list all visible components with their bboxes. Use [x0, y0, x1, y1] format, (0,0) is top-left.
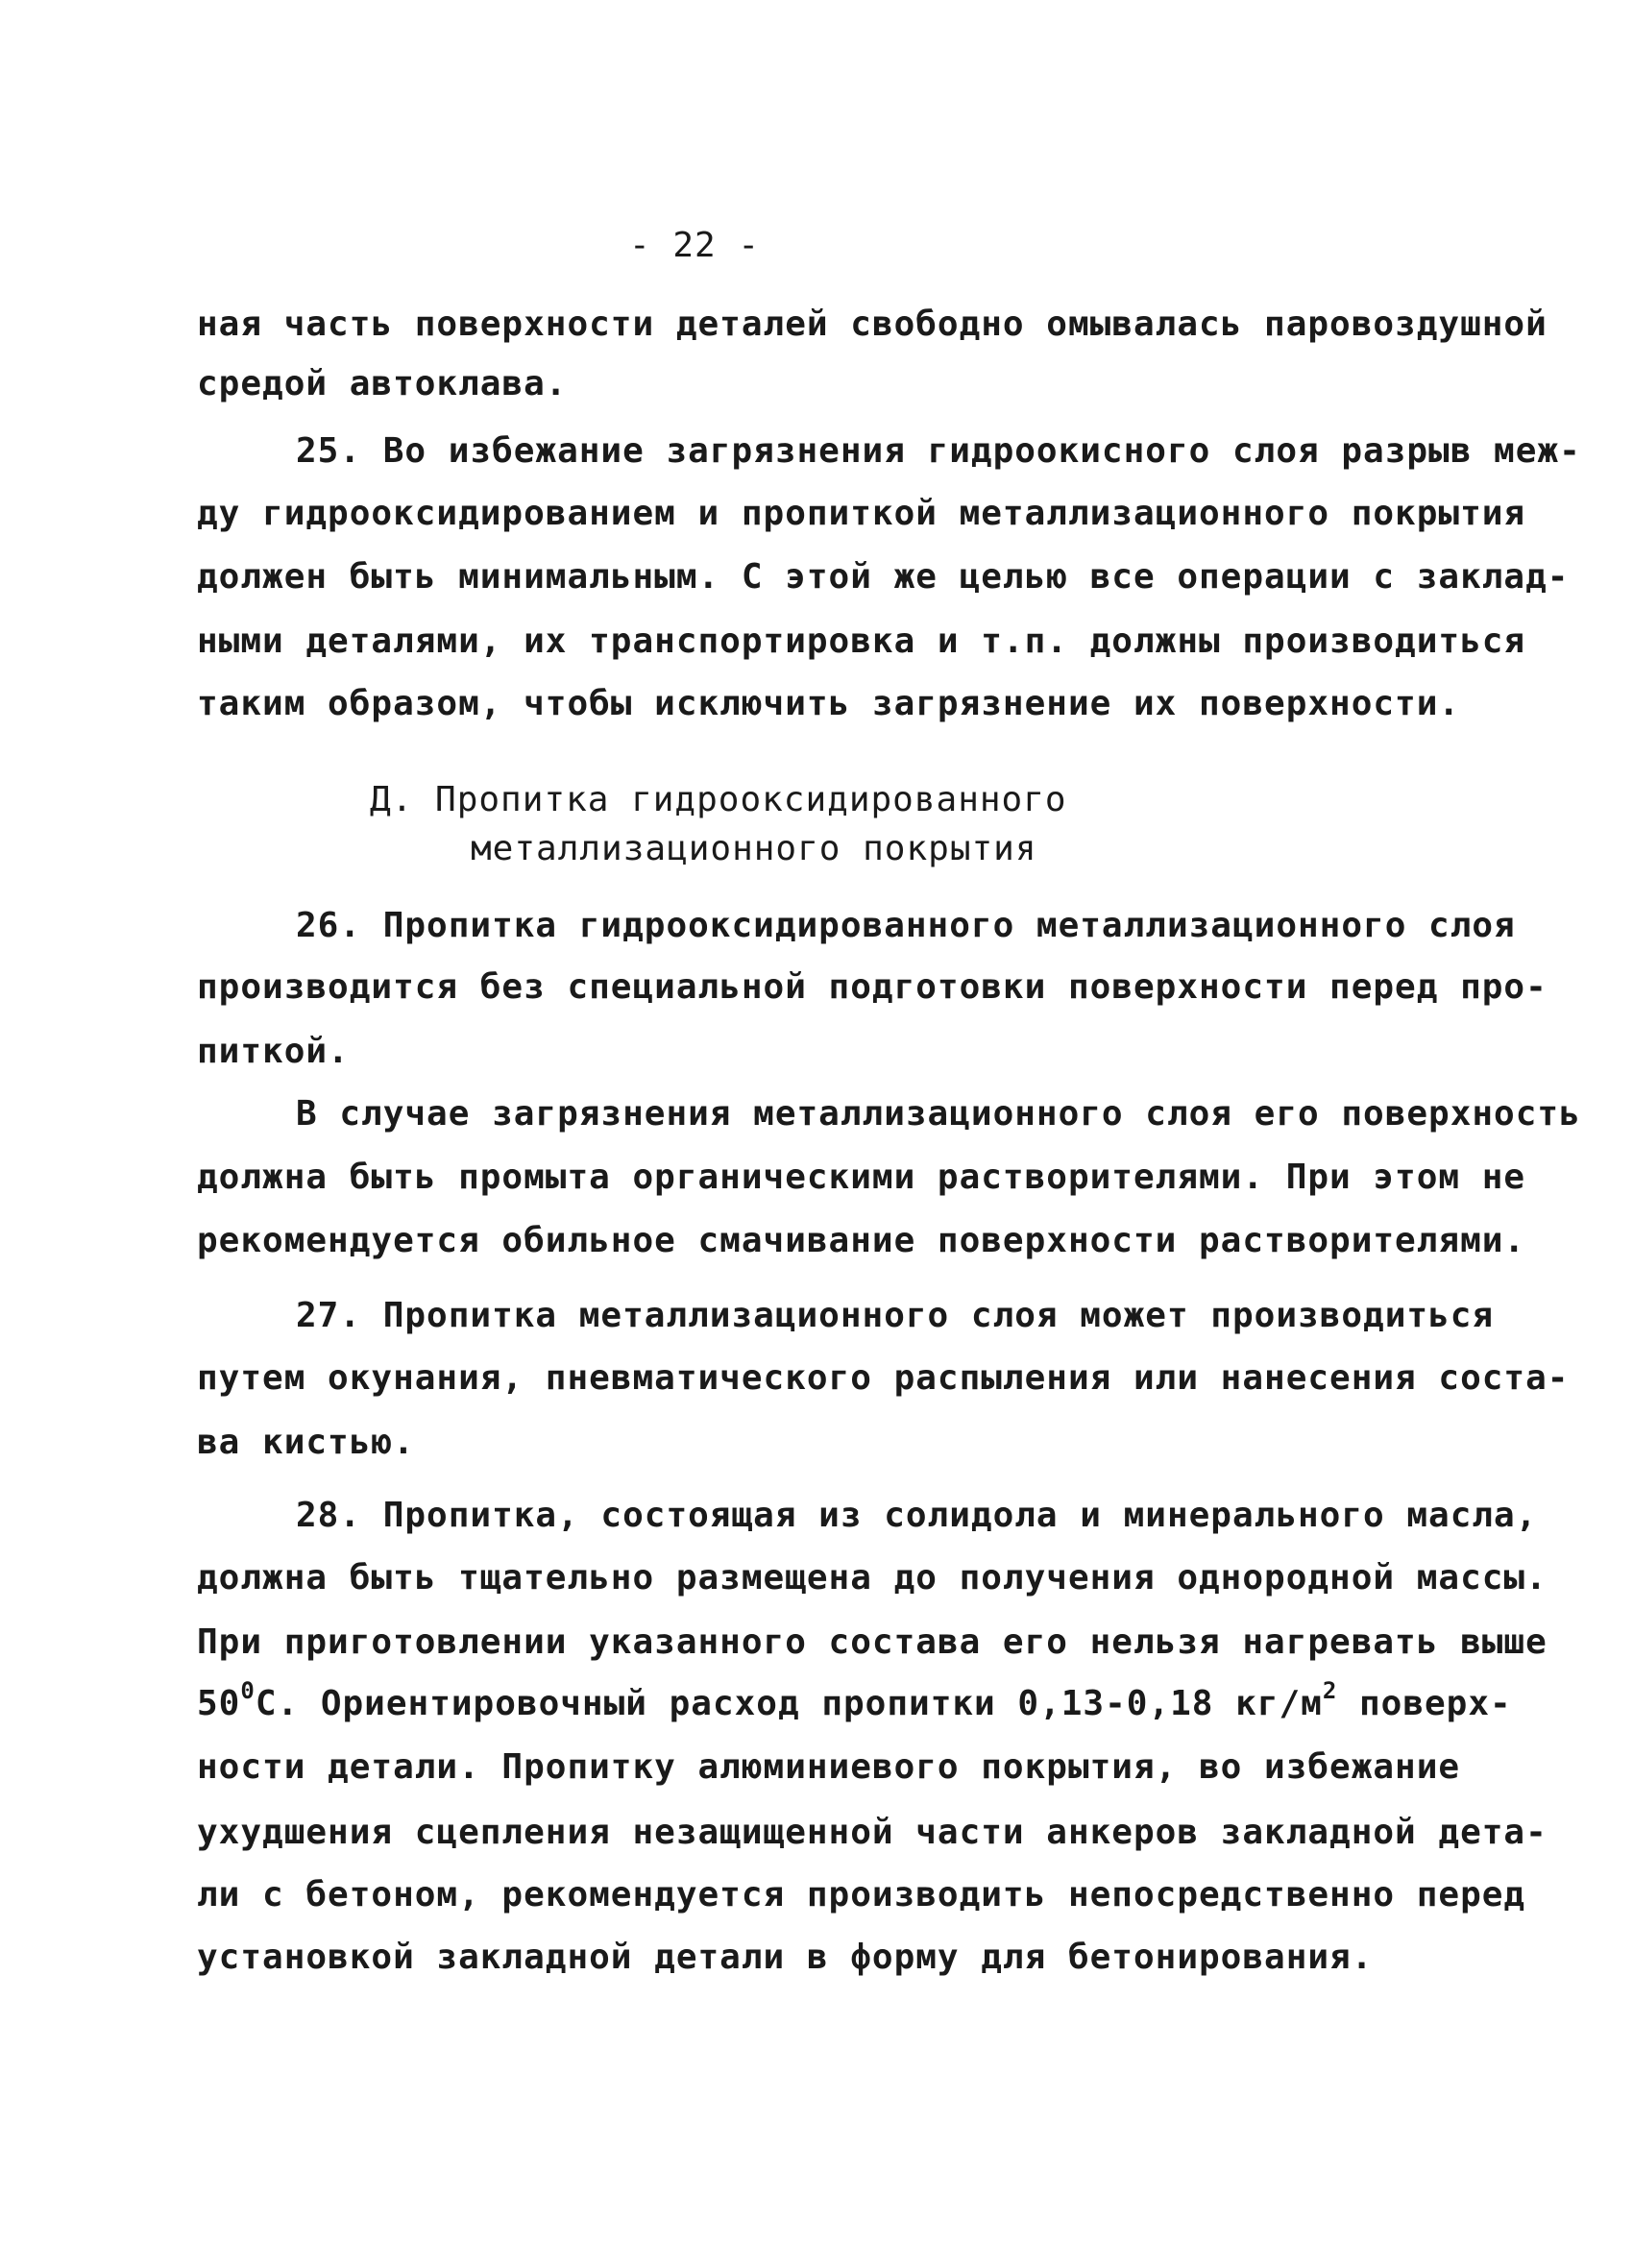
formula-text: С. Ориентировочный расход пропитки 0,13-0,18 кг/м	[255, 1684, 1323, 1723]
paragraph-28-line: ности детали. Пропитку алюминиевого покрытия, во избежание	[197, 1747, 1461, 1787]
paragraph-26-line: производится без специальной подготовки поверхности перед про-	[197, 967, 1548, 1007]
paragraph-25-line: должен быть минимальным. С этой же целью все операции с заклад-	[197, 557, 1570, 597]
paragraph-25-line: 25. Во избежание загрязнения гидроокисного слоя разрыв меж-	[296, 431, 1581, 471]
paragraph-25-line: ными деталями, их транспортировка и т.п. должны производиться	[197, 622, 1526, 661]
paragraph-25-line: таким образом, чтобы исключить загрязнение их поверхности.	[197, 684, 1461, 723]
paragraph-26b-line: должна быть промыта органическими растворителями. При этом не	[197, 1158, 1526, 1197]
paragraph-26-line: 26. Пропитка гидрооксидированного металлизационного слоя	[296, 906, 1516, 945]
paragraph-27-line: ва кистью.	[197, 1423, 415, 1462]
paragraph-26b-line: В случае загрязнения металлизационного слоя его поверхность	[296, 1094, 1581, 1134]
paragraph-28-line: установкой закладной детали в форму для бетонирования.	[197, 1938, 1374, 1977]
text-line: средой автоклава.	[197, 364, 568, 403]
section-heading-line-2: металлизационного покрытия	[471, 829, 1037, 868]
paragraph-27-line: 27. Пропитка металлизационного слоя может производиться	[296, 1296, 1495, 1335]
degree-mark: 0	[240, 1677, 256, 1704]
paragraph-25-line: ду гидрооксидированием и пропиткой металлизационного покрытия	[197, 494, 1526, 533]
square-exponent: 2	[1322, 1677, 1338, 1704]
paragraph-26b-line: рекомендуется обильное смачивание поверхности растворителями.	[197, 1221, 1526, 1260]
paragraph-28-line: При приготовлении указанного состава его нельзя нагревать выше	[197, 1622, 1548, 1662]
page-number: - 22 -	[629, 226, 761, 265]
text-line: ная часть поверхности деталей свободно омывалась паровоздушной	[197, 305, 1548, 344]
section-heading-line-1: Д. Пропитка гидрооксидированного	[370, 780, 1067, 819]
temperature-value: 50	[197, 1684, 241, 1723]
paragraph-28-line: 28. Пропитка, состоящая из солидола и минерального масла,	[296, 1496, 1538, 1535]
paragraph-28-line: должна быть тщательно размещена до получения однородной массы.	[197, 1558, 1548, 1597]
paragraph-27-line: путем окунания, пневматического распыления или нанесения соста-	[197, 1358, 1570, 1398]
paragraph-28-line: ли с бетоном, рекомендуется производить непосредственно перед	[197, 1875, 1526, 1914]
formula-tail: поверх-	[1337, 1684, 1512, 1723]
paragraph-28-line: ухудшения сцепления незащищенной части анкеров закладной дета-	[197, 1813, 1548, 1852]
paragraph-28-line-formula	[197, 1677, 1512, 1723]
paragraph-26-line: питкой.	[197, 1032, 350, 1071]
